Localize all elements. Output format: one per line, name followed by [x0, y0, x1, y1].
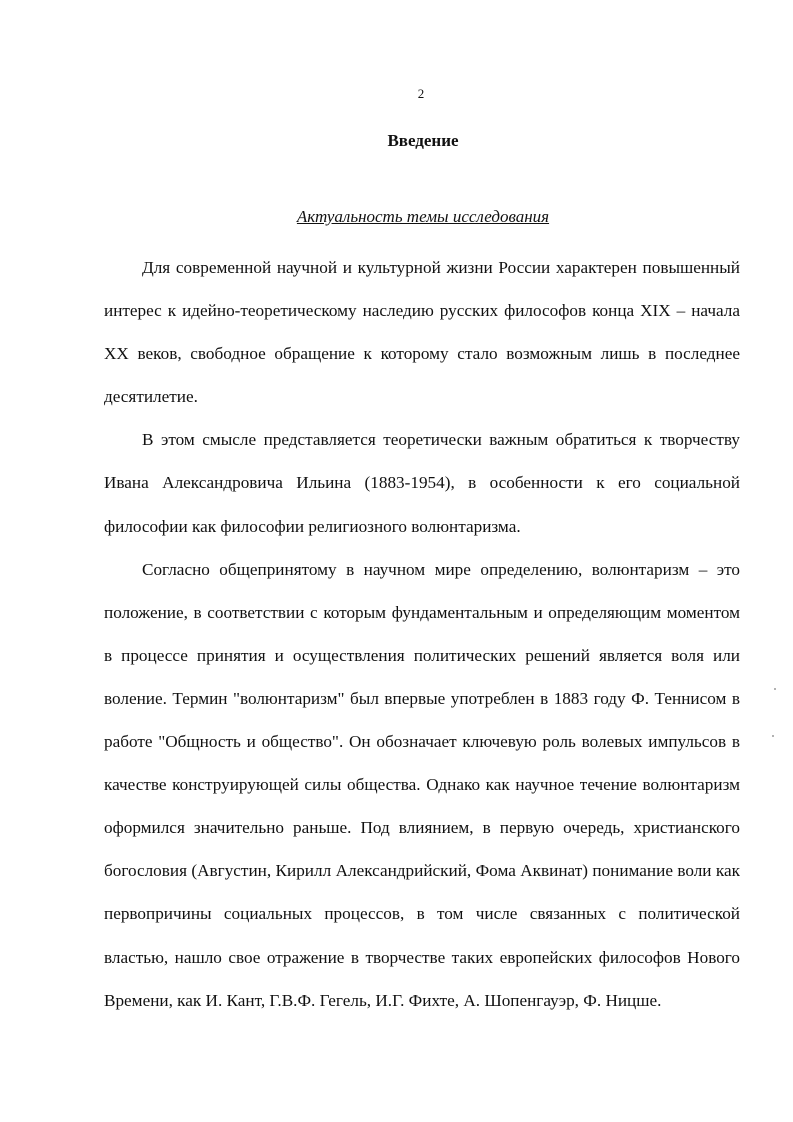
paragraph-3: Согласно общепринятому в научном мире определению, волюнтаризм – это положение, в соответствии с которым фундаментальным и определяющим моментом в процессе принятия и осуществления политических решений является воля или воление. Термин "волюнтаризм" был впервые употреблен в 1883 году Ф. Теннисом в работе "Общность и общество". Он обозначает ключевую роль волевых импульсов в качестве конструирующей силы общества. Однако как научное течение волюнтаризм оформился значительно раньше. Под влиянием, в первую очередь, христианского богословия (Августин, Кирилл Александрийский, Фома Аквинат) понимание воли как первопричины социальных процессов, в том числе связанных с политической властью, нашло свое отражение в творчестве таких европейских философов Нового Времени, как И. Кант, Г.В.Ф. Гегель, И.Г. Фихте, А. Шопенгауэр, Ф. Ницше. [104, 559, 740, 1010]
scan-speck [772, 735, 774, 737]
paragraph-2: В этом смысле представляется теоретически важным обратиться к творчеству Ивана Александровича Ильина (1883-1954), в особенности к его социальной философии как философии религиозного волюнтаризма. [104, 430, 740, 536]
section-heading: Актуальность темы исследования [296, 207, 550, 226]
page-number: 2 [417, 86, 425, 101]
chapter-heading: Введение [387, 131, 459, 150]
paragraph-1: Для современной научной и культурной жизни России характерен повышенный интерес к идейно-теоретическому наследию русских философов конца XIX – начала XX веков, свободное обращение к которому стало возможным лишь в последнее десятилетие. [104, 258, 740, 407]
body-text [104, 246, 740, 1022]
scan-speck [774, 688, 776, 690]
